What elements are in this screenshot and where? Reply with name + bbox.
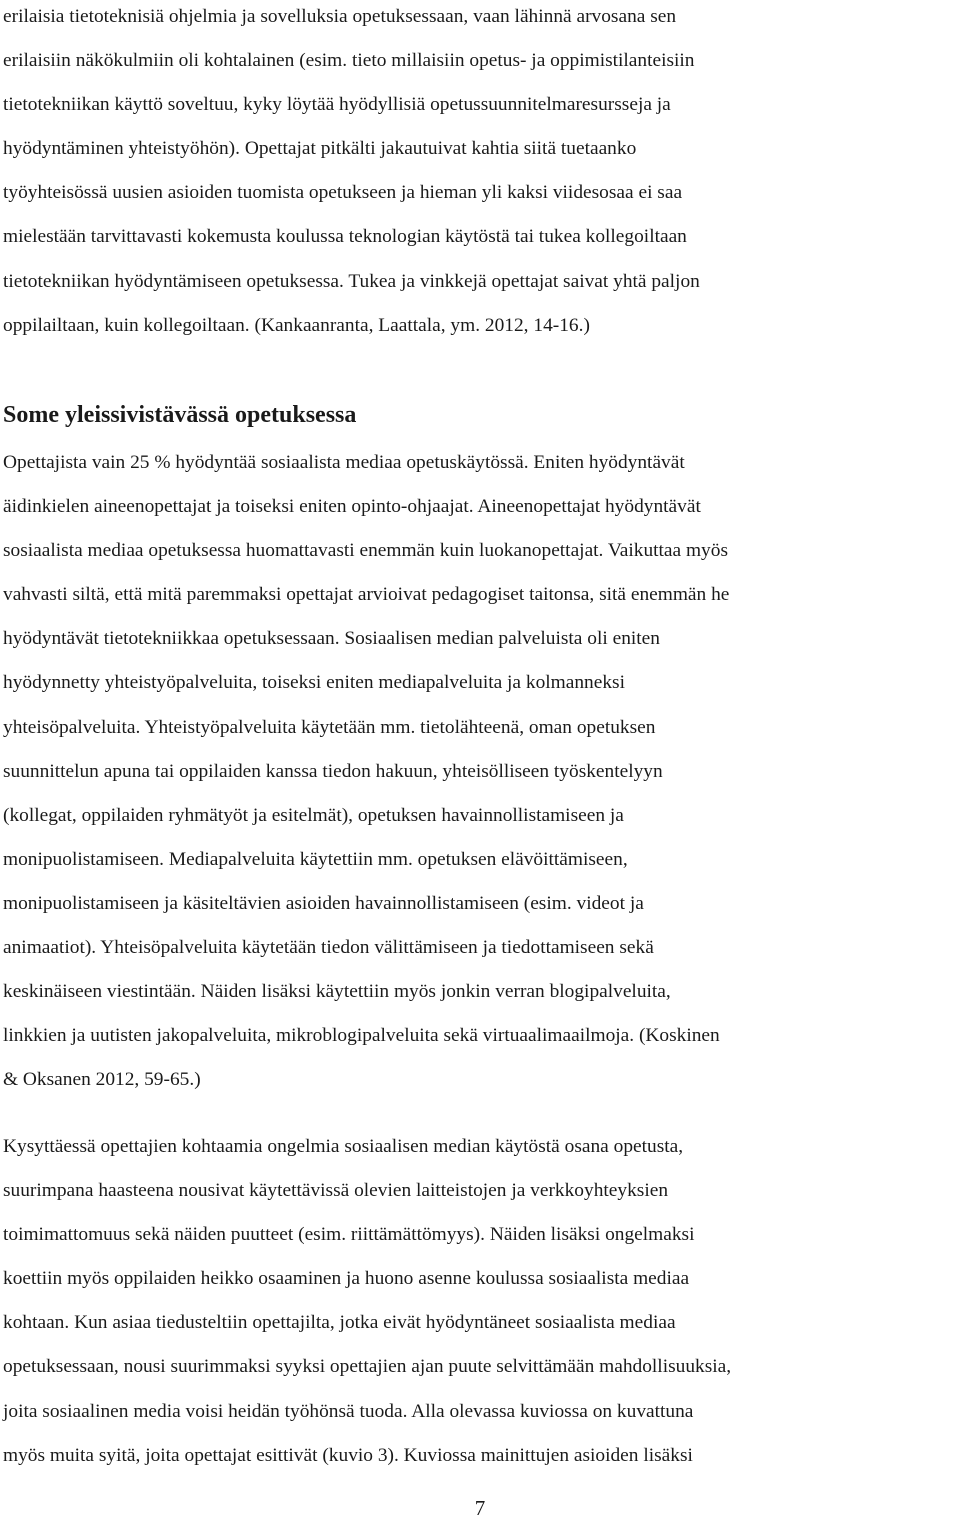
text-line: tietotekniikan hyödyntämiseen opetuksessa. Tukea ja vinkkejä opettajat saivat yhtä paljon [3,270,700,292]
text-line: vahvasti siltä, että mitä paremmaksi opettajat arvioivat pedagogiset taitonsa, sitä enemmän he [3,584,730,606]
text-line: linkkien ja uutisten jakopalveluita, mikroblogipalveluita sekä virtuaalimaailmoja. (Koskinen [3,1025,720,1047]
text-line: animaatiot). Yhteisöpalveluita käytetään tiedon välittämiseen ja tiedottamiseen sekä [3,937,654,959]
text-line: joita sosiaalinen media voisi heidän työhönsä tuoda. Alla olevassa kuviossa on kuvattuna [3,1400,694,1422]
text-line: erilaisia tietoteknisiä ohjelmia ja sovelluksia opetuksessaan, vaan lähinnä arvosana sen [3,6,677,27]
text-line: suurimpana haasteena nousivat käytettävissä olevien laitteistojen ja verkkoyhteyksien [3,1180,669,1202]
text-line: hyödynnetty yhteistyöpalveluita, toiseksi eniten mediapalveluita ja kolmanneksi [3,672,625,694]
text-line: koettiin myös oppilaiden heikko osaaminen ja huono asenne koulussa sosiaalista mediaa [3,1268,690,1290]
text-line: (kollegat, oppilaiden ryhmätyöt ja esitelmät), opetuksen havainnollistamiseen ja [3,804,624,826]
text-line: työyhteisössä uusien asioiden tuomista opetukseen ja hieman yli kaksi viidesosaa ei saa [3,182,683,204]
text-line: kohtaan. Kun asiaa tiedusteltiin opettajilta, jotka eivät hyödyntäneet sosiaalista mediaa [3,1312,676,1334]
body-paragraph-3 [3,1125,731,1478]
body-paragraph-1 [3,0,700,348]
text-line: äidinkielen aineenopettajat ja toiseksi eniten opinto-ohjaajat. Aineenopettajat hyödyntävät [3,496,701,518]
text-line: monipuolistamiseen ja käsiteltävien asioiden havainnollistamiseen (esim. videot ja [3,892,644,914]
text-line: & Oksanen 2012, 59-65.) [3,1069,201,1091]
body-paragraph-2 [3,441,729,1102]
text-line: sosiaalista mediaa opetuksessa huomattavasti enemmän kuin luokanopettajat. Vaikuttaa myös [3,540,728,562]
page-number: 7 [474,1496,486,1520]
text-line: hyödyntävät tietotekniikkaa opetuksessaan. Sosiaalisen median palveluista oli eniten [3,628,660,650]
text-line: yhteisöpalveluita. Yhteistyöpalveluita käytetään mm. tietolähteenä, oman opetuksen [3,716,656,738]
text-line: oppilailtaan, kuin kollegoiltaan. (Kankaanranta, Laattala, ym. 2012, 14-16.) [3,314,590,336]
text-line: myös muita syitä, joita opettajat esittivät (kuvio 3). Kuviossa mainittujen asioiden lisäksi [3,1444,693,1466]
text-line: Opettajista vain 25 % hyödyntää sosiaalista mediaa opetuskäytössä. Eniten hyödyntävät [3,452,685,473]
text-line: Kysyttäessä opettajien kohtaamia ongelmia sosiaalisen median käytöstä osana opetusta, [3,1136,684,1157]
text-line: monipuolistamiseen. Mediapalveluita käytettiin mm. opetuksen elävöittämiseen, [3,848,628,870]
text-line: toimimattomuus sekä näiden puutteet (esim. riittämättömyys). Näiden lisäksi ongelmaksi [3,1224,695,1246]
text-line: mielestään tarvittavasti kokemusta koulussa teknologian käytöstä tai tukea kollegoiltaan [3,226,687,248]
text-line: suunnittelun apuna tai oppilaiden kanssa tiedon hakuun, yhteisölliseen työskentelyyn [3,760,663,782]
text-line: opetuksessaan, nousi suurimmaksi syyksi opettajien ajan puute selvittämään mahdollisuuksia, [3,1356,732,1378]
text-line: erilaisiin näkökulmiin oli kohtalainen (esim. tieto millaisiin opetus- ja oppimistilanteisiin [3,50,695,72]
text-line: tietotekniikan käyttö soveltuu, kyky löytää hyödyllisiä opetussuunnitelmaresursseja ja [3,94,671,116]
text-line: hyödyntäminen yhteistyöhön). Opettajat pitkälti jakautuivat kahtia siitä tuetaanko [3,138,637,160]
text-line: keskinäiseen viestintään. Näiden lisäksi käytettiin myös jonkin verran blogipalveluita, [3,981,671,1003]
section-heading: Some yleissivistävässä opetuksessa [3,402,357,428]
